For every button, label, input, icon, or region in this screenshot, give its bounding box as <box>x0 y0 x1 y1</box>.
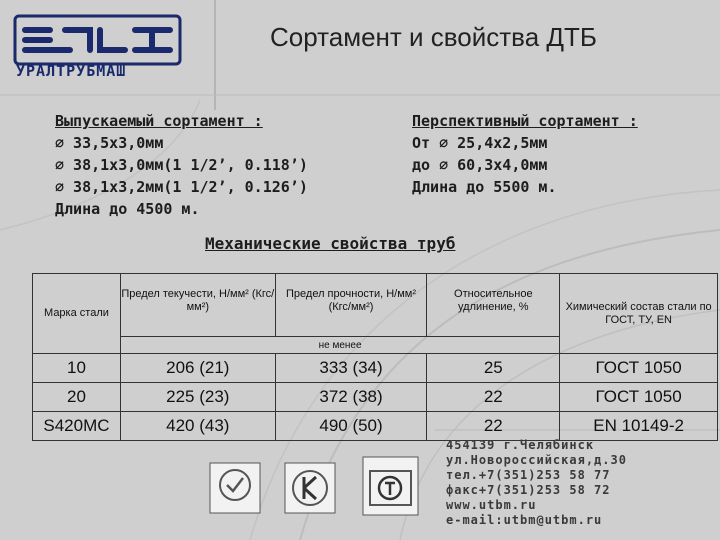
header-grade: Марка стали <box>33 274 121 354</box>
current-range-heading: Выпускаемый сортамент : <box>55 112 263 130</box>
cell-standard: ГОСТ 1050 <box>560 383 718 412</box>
future-range-heading: Перспективный сортамент : <box>412 112 638 130</box>
future-range-block <box>412 110 638 198</box>
contact-block <box>446 438 627 528</box>
cell-yield: 206 (21) <box>120 354 275 383</box>
header-yield: Предел текучести, Н/мм² (Кгс/мм²) <box>120 274 275 337</box>
cell-tensile: 372 (38) <box>275 383 427 412</box>
cell-yield: 420 (43) <box>120 412 275 441</box>
contact-line[interactable]: www.utbm.ru <box>446 498 537 512</box>
cell-standard: ГОСТ 1050 <box>560 354 718 383</box>
logo-wordmark: УРАЛТРУБМАШ <box>16 62 127 80</box>
future-range-line: до ∅ 60,3x4,0мм <box>412 156 548 174</box>
cell-grade: 20 <box>33 383 121 412</box>
cell-tensile: 490 (50) <box>275 412 427 441</box>
cell-elongation: 22 <box>427 412 560 441</box>
page-title: Сортамент и свойства ДТБ <box>270 22 597 52</box>
current-range-block <box>55 110 308 220</box>
mechanical-properties-title: Механические свойства труб <box>205 234 456 253</box>
mechanical-properties-table <box>32 273 718 441</box>
cell-grade: 10 <box>33 354 121 383</box>
min-note: не менее <box>120 337 559 354</box>
header-tensile: Предел прочности, Н/мм² (Кгс/мм²) <box>275 274 427 337</box>
contact-line: факс+7(351)253 58 72 <box>446 483 611 497</box>
cell-grade: S420MC <box>33 412 121 441</box>
table-row <box>33 412 718 441</box>
gost-mark-icon <box>363 457 418 515</box>
contact-line: 454139 г.Челябинск <box>446 438 595 452</box>
contact-line: ул.Новороссийская,д.30 <box>446 453 627 467</box>
cell-elongation: 22 <box>427 383 560 412</box>
contact-line: тел.+7(351)253 58 77 <box>446 468 611 482</box>
cell-elongation: 25 <box>427 354 560 383</box>
certification-mark-icon <box>210 463 260 513</box>
header-elongation: Относительное удлинение, % <box>427 274 560 337</box>
current-range-line: ∅ 38,1x3,0мм(1 1/2’, 0.118’) <box>55 156 308 174</box>
current-range-line: ∅ 38,1x3,2мм(1 1/2’, 0.126’) <box>55 178 308 196</box>
cell-standard: EN 10149-2 <box>560 412 718 441</box>
table-row <box>33 354 718 383</box>
cell-tensile: 333 (34) <box>275 354 427 383</box>
table-header-row <box>33 274 718 337</box>
future-range-line: Длина до 5500 м. <box>412 178 557 196</box>
certification-stamps <box>205 445 430 530</box>
current-range-line: Длина до 4500 м. <box>55 200 200 218</box>
table-row <box>33 383 718 412</box>
future-range-line: От ∅ 25,4x2,5мм <box>412 134 548 152</box>
current-range-line: ∅ 33,5x3,0мм <box>55 134 164 152</box>
cell-yield: 225 (23) <box>120 383 275 412</box>
quality-mark-icon <box>285 463 335 513</box>
contact-line[interactable]: e-mail:utbm@utbm.ru <box>446 513 603 527</box>
header-chemistry: Химический состав стали по ГОСТ, ТУ, EN <box>560 274 718 354</box>
